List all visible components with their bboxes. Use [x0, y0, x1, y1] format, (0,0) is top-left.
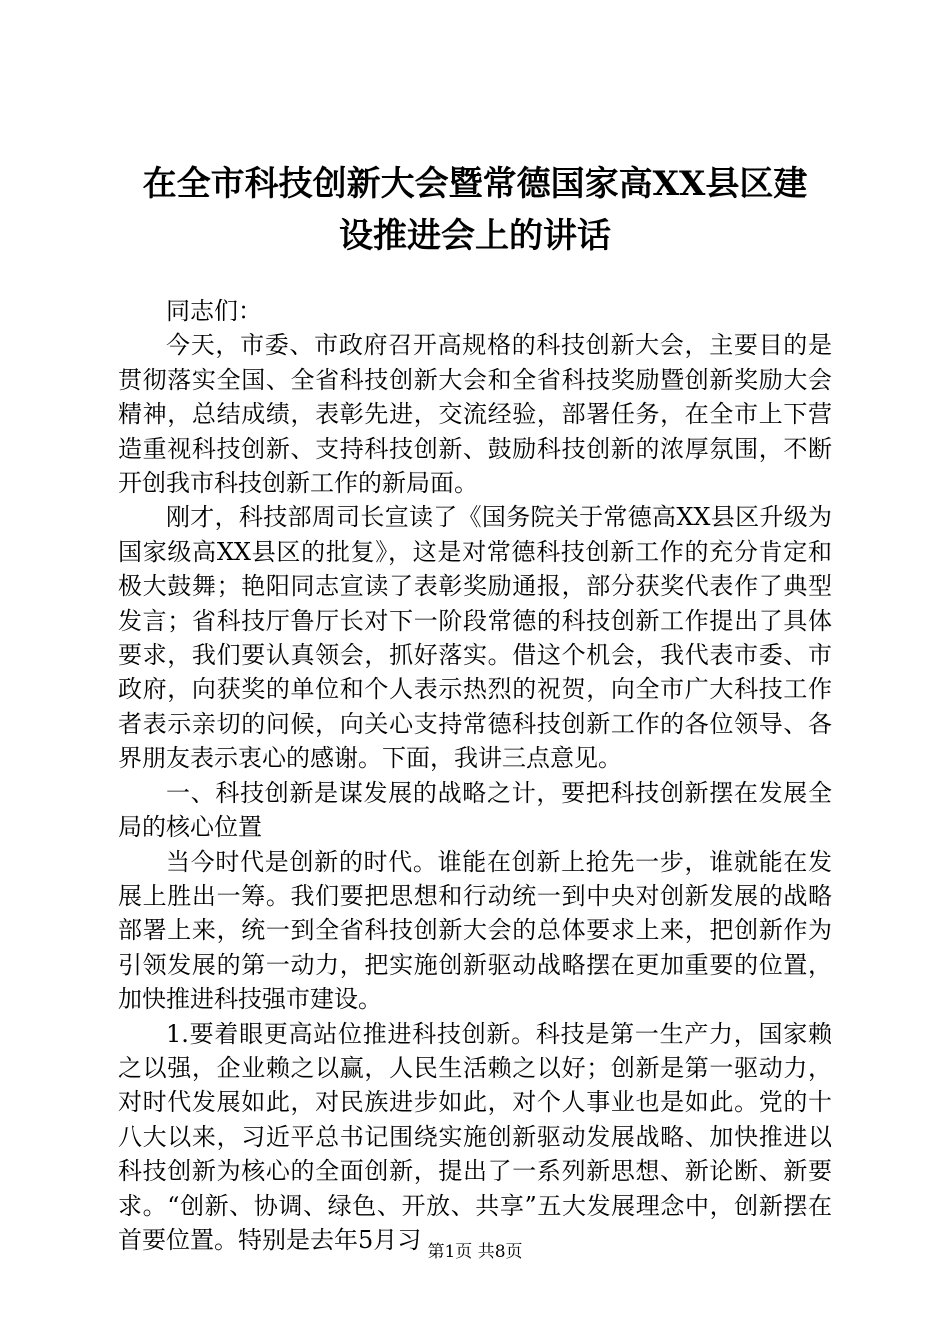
section-heading: 一、科技创新是谋发展的战略之计，要把科技创新摆在发展全局的核心位置 — [118, 778, 832, 842]
paragraph: 今天，市委、市政府召开高规格的科技创新大会，主要目的是贯彻落实全国、全省科技创新大会和全省科技奖励暨创新奖励大会精神，总结成绩，表彰先进，交流经验，部署任务，在全市上下营造重视科技创新、支持科技创新、鼓励科技创新的浓厚氛围，不断开创我市科技创新工作的新局面。 — [118, 331, 832, 498]
document-body — [118, 294, 832, 1257]
paragraph: 刚才，科技部周司长宣读了《国务院关于常德高XX县区升级为国家级高XX县区的批复》，这是对常德科技创新工作的充分肯定和极大鼓舞；艳阳同志宣读了表彰奖励通报，部分获奖代表作了典型发言；省科技厅鲁厅长对下一阶段常德的科技创新工作提出了具体要求，我们要认真领会，抓好落实。借这个机会，我代表市委、市政府，向获奖的单位和个人表示热烈的祝贺，向全市广大科技工作者表示亲切的问候，向关心支持常德科技创新工作的各位领导、各界朋友表示衷心的感谢。下面，我讲三点意见。 — [118, 503, 832, 773]
page-footer — [0, 1240, 950, 1264]
title-line-1: 在全市科技创新大会暨常德国家高XX县区建 — [142, 164, 808, 204]
document-title — [110, 158, 840, 262]
salutation: 同志们： — [166, 297, 262, 325]
page-number: 第1页 共8页 — [427, 1242, 523, 1262]
paragraph: 1.要着眼更高站位推进科技创新。科技是第一生产力，国家赖之以强，企业赖之以赢，人民生活赖之以好；创新是第一驱动力，对时代发展如此，对民族进步如此，对个人事业也是如此。党的十八大以来，习近平总书记围绕实施创新驱动发展战略、加快推进以科技创新为核心的全面创新，提出了一系列新思想、新论断、新要求。“创新、协调、绿色、开放、共享”五大发展理念中，创新摆在首要位置。特别是去年5月习 — [118, 1019, 832, 1254]
title-line-2: 设推进会上的讲话 — [339, 216, 611, 256]
paragraph: 当今时代是创新的时代。谁能在创新上抢先一步，谁就能在发展上胜出一筹。我们要把思想和行动统一到中央对创新发展的战略部署上来，统一到全省科技创新大会的总体要求上来，把创新作为引领发展的第一动力，把实施创新驱动战略摆在更加重要的位置，加快推进科技强市建设。 — [118, 847, 832, 1014]
